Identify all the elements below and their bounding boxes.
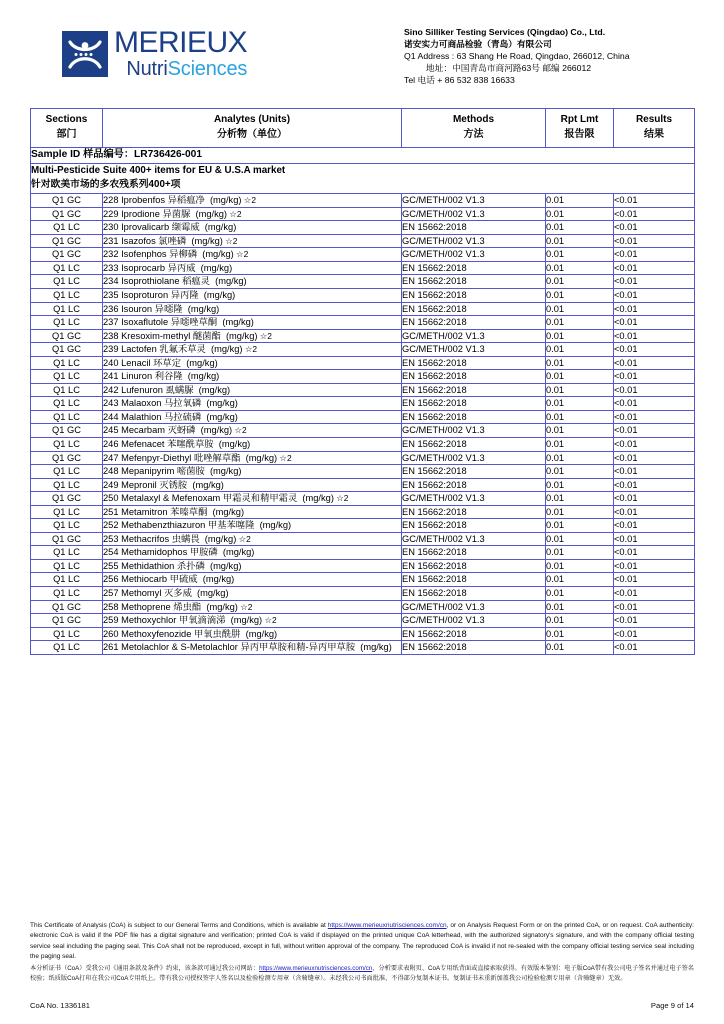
cell-result: <0.01 [614,465,695,479]
table-row [31,573,695,587]
cell-method: GC/METH/002 V1.3 [402,424,546,438]
cell-section: Q1 LC [31,275,103,289]
cell-rpt-limit: 0.01 [546,194,614,208]
cell-method: EN 15662:2018 [402,559,546,573]
cell-rpt-limit: 0.01 [546,519,614,533]
cell-rpt-limit: 0.01 [546,546,614,560]
cell-result: <0.01 [614,410,695,424]
cell-analyte: 252 Methabenzthiazuron 甲基苯噻隆 (mg/kg) [103,519,402,533]
cell-section: Q1 GC [31,248,103,262]
cell-analyte: 241 Linuron 利谷隆 (mg/kg) [103,370,402,384]
cell-analyte: 256 Methiocarb 甲硫威 (mg/kg) [103,573,402,587]
footer-terms-cn: 本分析证书（CoA）受我公司《通用条款及条件》约束，该条款可通过我公司网站：https://www.merieuxnutrisciences.com/cn、分析要求表附页、CoA专用纸背面或直接索取获得。有效版本鉴别：电子版CoA带有我公司电子签名并通过电子签名校验；纸质版CoA打印在我公司CoA专用纸上。带有我公司授权签字人签名以及检验检测专用章（含骑缝章）。未经我公司书面批准，不得部分复制本证书。复制证书未重新加盖我公司检验检测专用章（含骑缝章）无效。 [30,964,694,983]
company-name-en: Sino Silliker Testing Services (Qingdao) Co., Ltd. [404,27,606,37]
analyte-star-marker: ☆2 [222,235,238,246]
cell-result: <0.01 [614,573,695,587]
column-header-sections: Sections 部门 [31,109,103,148]
cell-result: <0.01 [614,248,695,262]
cell-rpt-limit: 0.01 [546,316,614,330]
table-row [31,275,695,289]
cell-section: Q1 GC [31,207,103,221]
cell-rpt-limit: 0.01 [546,329,614,343]
table-row [31,438,695,452]
cell-result: <0.01 [614,288,695,302]
table-row [31,383,695,397]
cell-analyte: 238 Kresoxim-methyl 醚菌酯 (mg/kg) ☆2 [103,329,402,343]
cell-method: GC/METH/002 V1.3 [402,329,546,343]
cell-section: Q1 LC [31,356,103,370]
terms-link-cn[interactable]: https://www.merieuxnutrisciences.com/cn [259,964,373,972]
cell-rpt-limit: 0.01 [546,573,614,587]
cell-method: EN 15662:2018 [402,288,546,302]
table-row [31,505,695,519]
cell-analyte: 240 Lenacil 环草定 (mg/kg) [103,356,402,370]
cell-rpt-limit: 0.01 [546,288,614,302]
cell-analyte: 260 Methoxyfenozide 甲氧虫酰肼 (mg/kg) [103,627,402,641]
cell-analyte: 231 Isazofos 氯唑磷 (mg/kg) ☆2 [103,234,402,248]
cell-method: EN 15662:2018 [402,397,546,411]
cell-method: EN 15662:2018 [402,478,546,492]
cell-rpt-limit: 0.01 [546,614,614,628]
cell-result: <0.01 [614,370,695,384]
analyte-star-marker: ☆2 [236,533,251,544]
cell-result: <0.01 [614,587,695,601]
cell-result: <0.01 [614,397,695,411]
cell-section: Q1 LC [31,221,103,235]
cell-method: GC/METH/002 V1.3 [402,600,546,614]
cell-result: <0.01 [614,356,695,370]
table-row [31,248,695,262]
sample-id-cell [31,148,695,164]
cell-rpt-limit: 0.01 [546,424,614,438]
table-row [31,356,695,370]
table-row [31,424,695,438]
cell-section: Q1 GC [31,492,103,506]
page-footer [30,921,694,1010]
cell-analyte: 228 Iprobenfos 异稻瘟净 (mg/kg) ☆2 [103,194,402,208]
company-logo [62,28,247,79]
suite-title-row [31,163,695,193]
company-address-en: Q1 Address : 63 Shang He Road, Qingdao, 266012, China [404,51,630,61]
suite-title-en: Multi-Pesticide Suite 400+ items for EU & U.S.A market [31,164,286,176]
cell-result: <0.01 [614,532,695,546]
logo-wordmark [114,28,247,79]
table-row [31,207,695,221]
cell-rpt-limit: 0.01 [546,438,614,452]
cell-rpt-limit: 0.01 [546,261,614,275]
cell-section: Q1 GC [31,343,103,357]
sample-id-value: LR736426-001 [134,149,202,160]
cell-method: EN 15662:2018 [402,356,546,370]
cell-rpt-limit: 0.01 [546,248,614,262]
cell-method: GC/METH/002 V1.3 [402,248,546,262]
page-number: Page 9 of 14 [650,1001,694,1010]
table-row [31,302,695,316]
terms-link-en[interactable]: https://www.merieuxnutrisciences.com/cn [327,921,447,929]
cell-result: <0.01 [614,451,695,465]
company-address-cn: 地址：中国青岛市商河路63号 邮编 266012 [426,63,592,73]
cell-analyte: 251 Metamitron 苯嗪草酮 (mg/kg) [103,505,402,519]
cell-method: EN 15662:2018 [402,641,546,655]
logo-merieux-text: MERIEUX [114,26,248,59]
cell-rpt-limit: 0.01 [546,370,614,384]
cell-result: <0.01 [614,546,695,560]
merieux-figure-icon [62,31,108,77]
logo-nutrisciences-text: NutriSciences [126,58,248,80]
cell-section: Q1 GC [31,600,103,614]
cell-result: <0.01 [614,221,695,235]
table-row [31,316,695,330]
cell-result: <0.01 [614,234,695,248]
cell-rpt-limit: 0.01 [546,451,614,465]
cell-result: <0.01 [614,329,695,343]
cell-method: EN 15662:2018 [402,275,546,289]
table-row [31,614,695,628]
table-row [31,519,695,533]
cell-analyte: 234 Isoprothiolane 稻瘟灵 (mg/kg) [103,275,402,289]
cell-section: Q1 LC [31,383,103,397]
column-header-analytes: Analytes (Units) 分析物（单位） [103,109,402,148]
table-row [31,397,695,411]
cell-result: <0.01 [614,194,695,208]
table-row [31,627,695,641]
cell-section: Q1 LC [31,627,103,641]
table-row [31,288,695,302]
table-row [31,532,695,546]
cell-method: EN 15662:2018 [402,465,546,479]
table-row [31,221,695,235]
company-tel: Tel 电话 + 86 532 838 16633 [404,75,515,85]
cell-rpt-limit: 0.01 [546,492,614,506]
cell-method: EN 15662:2018 [402,370,546,384]
cell-section: Q1 LC [31,641,103,655]
cell-rpt-limit: 0.01 [546,383,614,397]
cell-analyte: 229 Iprodione 异菌脲 (mg/kg) ☆2 [103,207,402,221]
analyte-star-marker: ☆2 [233,249,249,260]
table-row [31,600,695,614]
cell-result: <0.01 [614,424,695,438]
cell-section: Q1 LC [31,410,103,424]
cell-method: GC/METH/002 V1.3 [402,492,546,506]
table-row [31,451,695,465]
cell-result: <0.01 [614,261,695,275]
cell-result: <0.01 [614,207,695,221]
table-row [31,329,695,343]
cell-analyte: 239 Lactofen 乳氟禾草灵 (mg/kg) ☆2 [103,343,402,357]
cell-analyte: 243 Malaoxon 马拉氧磷 (mg/kg) [103,397,402,411]
cell-rpt-limit: 0.01 [546,207,614,221]
table-row [31,478,695,492]
table-row [31,559,695,573]
coa-number: CoA No. 1336181 [30,1001,90,1010]
analyte-star-marker: ☆2 [257,330,272,341]
suite-title-cn: 针对欧美市场的多农残系列400+项 [31,179,181,191]
cell-section: Q1 LC [31,546,103,560]
cell-analyte: 247 Mefenpyr-Diethyl 吡唑解草酯 (mg/kg) ☆2 [103,451,402,465]
cell-rpt-limit: 0.01 [546,465,614,479]
table-body [31,148,695,655]
analytes-results-table [30,108,695,655]
cell-analyte: 248 Mepanipyrim 嘧菌胺 (mg/kg) [103,465,402,479]
cell-method: EN 15662:2018 [402,261,546,275]
analyte-star-marker: ☆2 [333,493,349,504]
cell-method: GC/METH/002 V1.3 [402,614,546,628]
cell-rpt-limit: 0.01 [546,587,614,601]
cell-section: Q1 LC [31,316,103,330]
analyte-star-marker: ☆2 [241,195,256,206]
cell-section: Q1 GC [31,194,103,208]
cell-method: EN 15662:2018 [402,438,546,452]
cell-section: Q1 LC [31,438,103,452]
analyte-star-marker: ☆2 [237,601,253,612]
cell-result: <0.01 [614,505,695,519]
analyte-star-marker: ☆2 [232,425,247,436]
cell-section: Q1 LC [31,573,103,587]
cell-result: <0.01 [614,383,695,397]
cell-result: <0.01 [614,343,695,357]
cell-analyte: 236 Isouron 异噁隆 (mg/kg) [103,302,402,316]
cell-section: Q1 LC [31,587,103,601]
cell-result: <0.01 [614,641,695,655]
page-header [30,0,694,86]
cell-method: EN 15662:2018 [402,302,546,316]
cell-section: Q1 LC [31,519,103,533]
cell-method: GC/METH/002 V1.3 [402,532,546,546]
table-row [31,261,695,275]
cell-analyte: 261 Metolachlor & S-Metolachlor 异丙甲草胺和精-异丙甲草胺 (mg/kg) [103,641,402,655]
cell-section: Q1 GC [31,329,103,343]
cell-method: GC/METH/002 V1.3 [402,343,546,357]
table-row [31,410,695,424]
cell-section: Q1 LC [31,505,103,519]
sample-id-label: Sample ID 样品编号： [31,149,135,160]
cell-analyte: 246 Mefenacet 苯噻酰草胺 (mg/kg) [103,438,402,452]
footer-meta-row [30,1001,694,1010]
cell-analyte: 257 Methomyl 灭多威 (mg/kg) [103,587,402,601]
cell-rpt-limit: 0.01 [546,532,614,546]
cell-section: Q1 GC [31,614,103,628]
cell-analyte: 244 Malathion 马拉硫磷 (mg/kg) [103,410,402,424]
cell-section: Q1 LC [31,465,103,479]
column-header-rpt-lmt: Rpt Lmt 报告限 [546,109,614,148]
cell-analyte: 237 Isoxaflutole 异噁唑草酮 (mg/kg) [103,316,402,330]
cell-analyte: 233 Isoprocarb 异丙威 (mg/kg) [103,261,402,275]
cell-section: Q1 LC [31,302,103,316]
cell-result: <0.01 [614,478,695,492]
cell-rpt-limit: 0.01 [546,627,614,641]
cell-analyte: 258 Methoprene 烯虫酯 (mg/kg) ☆2 [103,600,402,614]
suite-title-cell [31,163,695,193]
cell-section: Q1 LC [31,288,103,302]
cell-method: EN 15662:2018 [402,519,546,533]
cell-section: Q1 GC [31,424,103,438]
table-row [31,587,695,601]
cell-analyte: 245 Mecarbam 灭蚜磷 (mg/kg) ☆2 [103,424,402,438]
cell-rpt-limit: 0.01 [546,641,614,655]
cell-rpt-limit: 0.01 [546,478,614,492]
analyte-star-marker: ☆2 [277,452,292,463]
column-header-results: Results 结果 [614,109,695,148]
cell-result: <0.01 [614,492,695,506]
cell-rpt-limit: 0.01 [546,221,614,235]
table-row [31,343,695,357]
cell-analyte: 259 Methoxychlor 甲氧滴滴涕 (mg/kg) ☆2 [103,614,402,628]
cell-result: <0.01 [614,316,695,330]
cell-method: EN 15662:2018 [402,505,546,519]
company-address-block [404,24,694,86]
analyte-star-marker: ☆2 [227,208,242,219]
cell-analyte: 255 Methidathion 杀扑磷 (mg/kg) [103,559,402,573]
table-row [31,194,695,208]
cell-result: <0.01 [614,275,695,289]
cell-analyte: 254 Methamidophos 甲胺磷 (mg/kg) [103,546,402,560]
cell-result: <0.01 [614,519,695,533]
sample-id-row [31,148,695,164]
cell-method: EN 15662:2018 [402,221,546,235]
cell-method: GC/METH/002 V1.3 [402,207,546,221]
table-row [31,234,695,248]
cell-section: Q1 GC [31,234,103,248]
cell-rpt-limit: 0.01 [546,356,614,370]
cell-section: Q1 LC [31,478,103,492]
cell-rpt-limit: 0.01 [546,397,614,411]
cell-rpt-limit: 0.01 [546,302,614,316]
cell-analyte: 230 Iprovalicarb 缬霉威 (mg/kg) [103,221,402,235]
cell-rpt-limit: 0.01 [546,275,614,289]
cell-result: <0.01 [614,614,695,628]
cell-rpt-limit: 0.01 [546,410,614,424]
cell-rpt-limit: 0.01 [546,343,614,357]
cell-section: Q1 GC [31,451,103,465]
cell-result: <0.01 [614,627,695,641]
table-header-row [31,109,695,148]
table-row [31,641,695,655]
company-name-cn: 诺安实力可商品检验（青岛）有限公司 [404,39,552,49]
cell-analyte: 242 Lufenuron 虱螨脲 (mg/kg) [103,383,402,397]
cell-method: EN 15662:2018 [402,587,546,601]
cell-method: EN 15662:2018 [402,627,546,641]
cell-analyte: 250 Metalaxyl & Mefenoxam 甲霜灵和精甲霜灵 (mg/kg) ☆2 [103,492,402,506]
column-header-methods: Methods 方法 [402,109,546,148]
footer-terms-en: This Certificate of Analysis (CoA) is subject to our General Terms and Conditions, which is available at https://www.merieuxnutrisciences.com/cn, or on Analysis Request Form or on the printed CoA, or on request. CoA authenticity: electronic CoA is valid if the PDF file has a digital signature and verification; printed CoA is valid if displayed on the printed unique CoA letterhead, with the authorized signatory's signature, and with the company official testing service seal including the paging seal. This CoA shall not be reproduced, except in full, without written approval of the company. The reproduced CoA is invalid if not re-sealed with the company official testing service seal including the paging seal. [30,921,694,961]
table-row [31,370,695,384]
cell-rpt-limit: 0.01 [546,559,614,573]
cell-section: Q1 LC [31,370,103,384]
cell-rpt-limit: 0.01 [546,234,614,248]
cell-analyte: 232 Isofenphos 异柳磷 (mg/kg) ☆2 [103,248,402,262]
cell-result: <0.01 [614,559,695,573]
cell-section: Q1 LC [31,559,103,573]
analyte-star-marker: ☆2 [262,615,277,626]
cell-method: EN 15662:2018 [402,410,546,424]
cell-method: GC/METH/002 V1.3 [402,234,546,248]
cell-analyte: 249 Mepronil 灭锈胺 (mg/kg) [103,478,402,492]
cell-rpt-limit: 0.01 [546,600,614,614]
analyte-star-marker: ☆2 [242,344,258,355]
cell-analyte: 253 Methacrifos 虫螨畏 (mg/kg) ☆2 [103,532,402,546]
table-row [31,492,695,506]
cell-analyte: 235 Isoproturon 异丙隆 (mg/kg) [103,288,402,302]
cell-section: Q1 LC [31,397,103,411]
cell-result: <0.01 [614,302,695,316]
table-row [31,465,695,479]
cell-method: EN 15662:2018 [402,546,546,560]
cell-section: Q1 LC [31,261,103,275]
cell-method: EN 15662:2018 [402,573,546,587]
cell-rpt-limit: 0.01 [546,505,614,519]
cell-method: EN 15662:2018 [402,383,546,397]
cell-result: <0.01 [614,438,695,452]
cell-method: GC/METH/002 V1.3 [402,451,546,465]
table-row [31,546,695,560]
cell-method: EN 15662:2018 [402,316,546,330]
cell-result: <0.01 [614,600,695,614]
cell-method: GC/METH/002 V1.3 [402,194,546,208]
cell-section: Q1 GC [31,532,103,546]
